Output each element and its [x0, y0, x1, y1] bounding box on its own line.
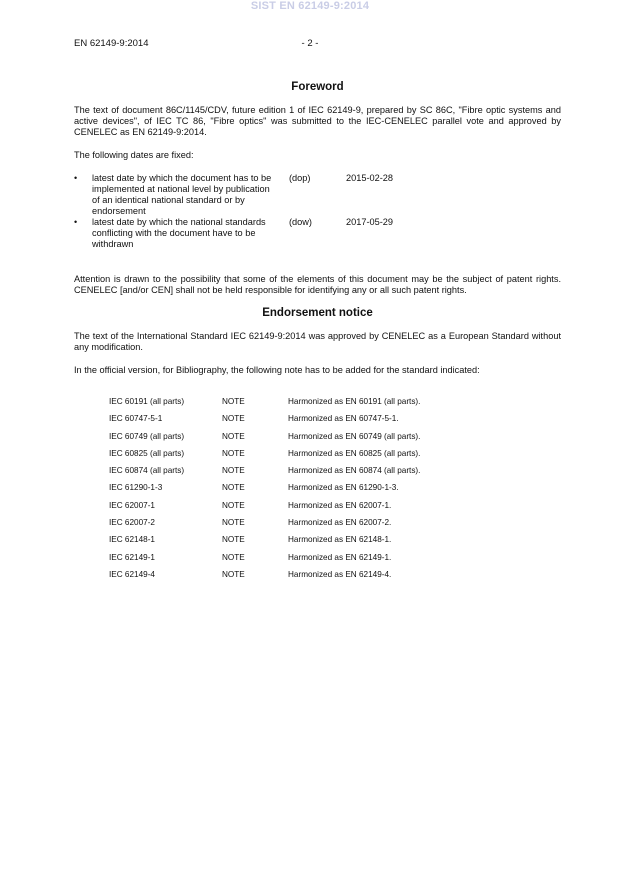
- note-standard: IEC 61290-1-3: [109, 483, 163, 493]
- note-text: Harmonized as EN 62149-4.: [288, 569, 392, 579]
- note-standard: IEC 62007-1: [109, 500, 155, 510]
- foreword-paragraph: The text of document 86C/1145/CDV, future edition 1 of IEC 62149-9, prepared by SC 86C, "Fibre optic systems and active devices", of IEC TC 86, "Fibre optics" was submitted to the IEC-CENELEC parallel vote and approved by CENELEC as EN 62149-9:2014.: [74, 105, 561, 137]
- page-number: - 2 -: [301, 38, 319, 49]
- list-item: [109, 500, 561, 517]
- note-standard: IEC 60747-5-1: [109, 414, 163, 424]
- attention-paragraph: Attention is drawn to the possibility that some of the elements of this document may be the subject of patent rights. CENELEC [and/or CEN] shall not be held responsible for identifying any or all such patent rights.: [74, 274, 561, 295]
- note-standard: IEC 60191 (all parts): [109, 397, 185, 406]
- note-label: NOTE: [222, 552, 245, 562]
- list-item: [109, 396, 561, 413]
- foreword-title: Foreword: [291, 81, 344, 93]
- bullet-icon: •: [74, 217, 78, 227]
- list-item: [74, 173, 561, 217]
- list-item: [109, 465, 561, 482]
- list-item: [109, 482, 561, 499]
- endorsement-title: Endorsement notice: [262, 307, 373, 319]
- dates-list: [74, 173, 561, 250]
- note-label: NOTE: [222, 535, 245, 545]
- note-text: Harmonized as EN 62007-1.: [288, 500, 392, 510]
- note-standard: IEC 62149-4: [109, 569, 155, 579]
- bullet-icon: •: [74, 173, 78, 183]
- note-label: NOTE: [222, 466, 245, 476]
- notes-list: [109, 396, 561, 586]
- list-item: [109, 431, 561, 448]
- list-item: [109, 534, 561, 551]
- note-label: NOTE: [222, 397, 245, 406]
- watermark: SIST EN 62149-9:2014: [250, 0, 370, 12]
- note-label: NOTE: [222, 500, 245, 510]
- date-description: latest date by which the document has to be implemented at national level by publication of an identical national standard or by endorsement: [92, 173, 272, 216]
- note-text: Harmonized as EN 60874 (all parts).: [288, 466, 421, 476]
- endorsement-paragraph: The text of the International Standard IEC 62149-9:2014 was approved by CENELEC as a European Standard without any modification.: [74, 331, 561, 352]
- note-text: Harmonized as EN 62149-1.: [288, 552, 392, 562]
- note-text: Harmonized as EN 62007-2.: [288, 518, 392, 528]
- list-item: [109, 448, 561, 465]
- note-standard: IEC 62007-2: [109, 518, 155, 528]
- bibliography-intro: In the official version, for Bibliography, the following note has to be added for the standard indicated:: [74, 365, 480, 375]
- note-standard: IEC 60825 (all parts): [109, 448, 185, 458]
- note-label: NOTE: [222, 483, 245, 493]
- date-value: 2017-05-29: [346, 217, 393, 227]
- list-item: [109, 517, 561, 534]
- note-text: Harmonized as EN 60191 (all parts).: [288, 397, 421, 406]
- list-item: [74, 217, 561, 250]
- note-label: NOTE: [222, 448, 245, 458]
- date-description: latest date by which the national standards conflicting with the document have to be withdrawn: [92, 217, 266, 249]
- note-text: Harmonized as EN 61290-1-3.: [288, 483, 399, 493]
- note-text: Harmonized as EN 60749 (all parts).: [288, 431, 421, 441]
- note-text: Harmonized as EN 60747-5-1.: [288, 414, 399, 424]
- note-label: NOTE: [222, 518, 245, 528]
- date-value: 2015-02-28: [346, 173, 393, 183]
- dates-intro: The following dates are fixed:: [74, 150, 194, 160]
- date-abbreviation: (dow): [289, 217, 312, 227]
- note-label: NOTE: [222, 569, 245, 579]
- note-text: Harmonized as EN 62148-1.: [288, 535, 392, 545]
- list-item: [109, 569, 561, 586]
- note-label: NOTE: [222, 431, 245, 441]
- document-id: EN 62149-9:2014: [74, 38, 149, 49]
- list-item: [109, 413, 561, 430]
- note-standard: IEC 62149-1: [109, 552, 155, 562]
- note-standard: IEC 62148-1: [109, 535, 155, 545]
- date-abbreviation: (dop): [289, 173, 311, 183]
- note-standard: IEC 60874 (all parts): [109, 466, 185, 476]
- page-content: [74, 82, 561, 586]
- list-item: [109, 552, 561, 569]
- note-standard: IEC 60749 (all parts): [109, 431, 185, 441]
- note-label: NOTE: [222, 414, 245, 424]
- note-text: Harmonized as EN 60825 (all parts).: [288, 448, 421, 458]
